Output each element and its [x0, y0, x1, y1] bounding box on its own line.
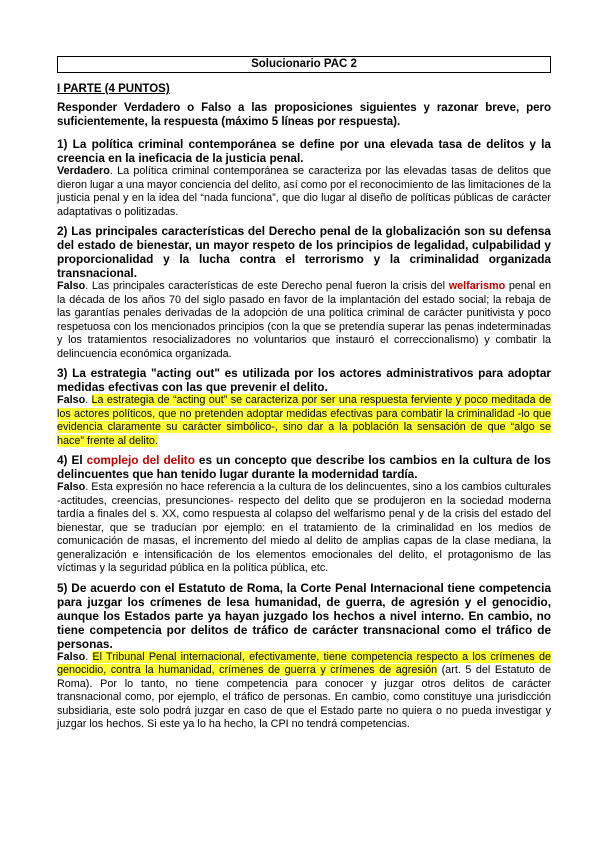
question-4: [57, 453, 551, 576]
answer-body: . Esta expresión no hace referencia a la cultura de los delincuentes, sino a los cambios culturales -actitudes, creencias, presunciones- respecto del delito que se produjeron en la sociedad moderna tardía a finales del s. XX, como respuesta al colapso del welfarismo penal y de la crisis del estado del bienestar, que se traducían por ejemplo: en el tratamiento de la criminalidad en los medios de comunicación de masas, el incremento del miedo al delito de amplias capas de la clase mediana, la generalización e intensificación de los elementos emocionales del delito, el protagonismo de las víctimas y la seguridad pública en la política pública, etc.: [57, 481, 551, 574]
highlighted-answer: La estrategia de “acting out” se caracteriza por ser una respuesta fervientе y poco meditada de los actores políticos, que no pretenden adoptar medidas efectivas para combatir la criminalidad -lo que evidencia claramente su carácter simbólico-, sino dar a la población la sensación de que “algo se hace” frente al delito.: [57, 394, 551, 447]
answer-text: [57, 481, 551, 576]
highlighted-answer: El Tribunal Penal internacional, efectivamente, tiene competencia respecto a los crímenes de genocidio, contra la humanidad, crímenes de guerra y crímenes de agresión: [57, 650, 552, 676]
part-heading: I PARTE (4 PUNTOS): [57, 83, 170, 95]
question-statement: [57, 453, 551, 481]
question-statement: 3) La estrategia "acting out" es utilizada por los actores administrativos para adoptar medidas efectivas con las que prevenir el delito.: [57, 366, 551, 394]
verdict-label: Falso: [57, 280, 86, 292]
document-title: Solucionario PAC 2: [57, 56, 551, 73]
verdict-label: Falso: [57, 650, 86, 663]
answer-body-continued: penal en la década de los años 70 del siglo pasado en favor de la implantación del estado social; la rebaja de las garantías penales derivadas de la adopción de una política criminal de carácter punitivista y poco respetuosa con los mencionados principios (con la que se pretendía superar las penas indeterminadas y los tratamientos resocializadores no voluntarios que instauró el correccionalismo) y combatir la delincuencia económica organizada.: [57, 280, 552, 360]
question-5: [57, 581, 551, 732]
statement-end: es un concepto que describe los cambios en la cultura de los delincuentes que han tenido lugar durante la modernidad tardía.: [57, 453, 551, 481]
answer-text: Falso. El Tribunal Penal internacional, efectivamente, tiene competencia respecto a los crímenes de genocidio, contra la humanidad, crímenes de guerra y crímenes de agresión (art. 5 del Estatuto de Roma). Por lo tanto, no tiene competencia para conocer y juzgar otros delitos de carácter transnacional como, por ejemplo, el tráfico de personas. En cambio, como constituye una jurisdicción subsidiaria, este solo podrá juzgar en caso de que el Estado parte no quiera o no pueda investigar y juzgar los hechos. Si este ya lo ha hecho, la CPI no tendrá competencias.: [57, 650, 552, 730]
highlighted-term: complejo del delito: [86, 453, 195, 467]
instructions: Responder Verdadero o Falso a las proposiciones siguientes y razonar breve, pero suficientemente, la respuesta (máximo 5 líneas por respuesta).: [57, 102, 551, 128]
question-statement: 5) De acuerdo con el Estatuto de Roma, la Corte Penal Internacional tiene competencia para juzgar los crímenes de lesa humanidad, de guerra, de agresión y el genocidio, aunque los Estados parte ya hayan juzgado los hechos a nivel interno. En cambio, no tiene competencia por delitos de tráfico de carácter transnacional como el tráfico de personas.: [57, 580, 551, 651]
verdict-label: Falso: [57, 481, 86, 493]
statement-start: 4) El: [57, 453, 83, 467]
answer-text: [57, 165, 551, 219]
verdict-label: Falso: [57, 394, 86, 406]
answer-body: . Las principales características de este Derecho penal fueron la crisis del: [85, 280, 446, 292]
question-3: [57, 366, 551, 448]
question-1: [57, 137, 551, 219]
verdict-label: Verdadero: [57, 165, 110, 177]
answer-body-continued: (art. 5 del Estatuto de Roma). Por lo tanto, no tiene competencia para conocer y juzgar otros delitos de carácter transnacional como, por ejemplo, el tráfico de personas. En cambio, como constituye una jurisdicción subsidiaria, este solo podrá juzgar en caso de que el Estado parte no quiera o no pueda investigar y juzgar los hechos. Si este ya lo ha hecho, la CPI no tendrá competencias.: [57, 664, 551, 730]
question-statement: 1) La política criminal contemporánea se define por una elevada tasa de delitos y la creencia en la ineficacia de la justicia penal.: [57, 137, 551, 165]
question-statement: 2) Las principales características del Derecho penal de la globalización son su defensa del estado de bienestar, un mayor respeto de los principios de legalidad, culpabilidad y proporcionalidad y la lucha contra el terrorismo y la criminalidad organizada transnacional.: [57, 224, 551, 280]
answer-text: Falso. La estrategia de “acting out” se caracteriza por ser una respuesta fervientе y poco meditada de los actores políticos, que no pretenden adoptar medidas efectivas para combatir la criminalidad -lo que evidencia claramente su carácter simbólico-, sino dar a la población la sensación de que “algo se hace” frente al delito.: [57, 394, 551, 447]
question-2: [57, 224, 551, 361]
highlighted-term: welfarismo: [448, 280, 506, 292]
answer-body: . La política criminal contemporánea se caracteriza por las elevadas tasas de delitos que dieron lugar a una mayor conciencia del delito, así como por el reconocimiento de las limitaciones de la justicia penal y en la idea del “nada funciona”, que dio lugar al diseño de políticas públicas de carácter adaptativas o politizadas.: [57, 165, 551, 218]
answer-text: [57, 280, 551, 361]
document-page: [57, 56, 551, 732]
